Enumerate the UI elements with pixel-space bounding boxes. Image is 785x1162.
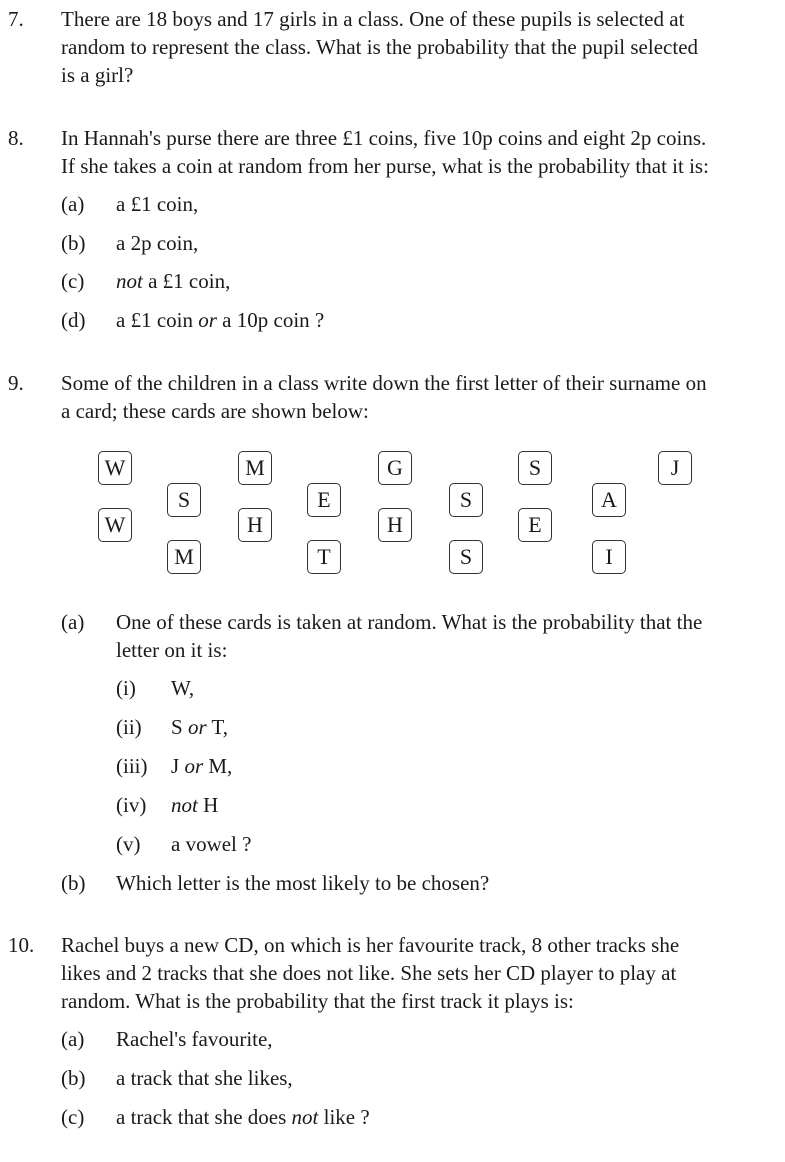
subpart-text: S or T, (171, 715, 229, 739)
subpart-label: (i) (116, 676, 136, 700)
text-line: One of these cards is taken at random. What is the probability that the (116, 610, 703, 634)
letter-card: S (449, 483, 483, 517)
text-line: letter on it is: (116, 638, 228, 662)
subpart-label: (v) (116, 832, 141, 856)
question-number: 7. (8, 7, 24, 31)
text-line: Rachel buys a new CD, on which is her favourite track, 8 other tracks she (61, 933, 680, 957)
part-text: a £1 coin or a 10p coin ? (116, 308, 325, 332)
letter-card: A (592, 483, 626, 517)
part-text: Rachel's favourite, (116, 1027, 273, 1051)
text-line: In Hannah's purse there are three £1 coins, five 10p coins and eight 2p coins. (61, 126, 707, 150)
letter-card: W (98, 508, 132, 542)
part-text: a track that she does not like ? (116, 1105, 370, 1129)
subpart-label: (iv) (116, 793, 147, 817)
question-text (61, 931, 781, 1015)
part-text: a 2p coin, (116, 231, 199, 255)
letter-card: W (98, 451, 132, 485)
text-line: a card; these cards are shown below: (61, 399, 369, 423)
subpart-text: W, (171, 676, 195, 700)
letter-card: S (449, 540, 483, 574)
question-text (61, 124, 781, 180)
letter-card: I (592, 540, 626, 574)
part-label: (a) (61, 192, 85, 216)
letter-card: E (518, 508, 552, 542)
text-line: random to represent the class. What is the probability that the pupil selected (61, 35, 699, 59)
question-text (61, 5, 781, 89)
letter-card: S (167, 483, 201, 517)
text-line: If she takes a coin at random from her purse, what is the probability that it is: (61, 154, 709, 178)
letter-card: T (307, 540, 341, 574)
part-text: Which letter is the most likely to be chosen? (116, 871, 490, 895)
part-text: a track that she likes, (116, 1066, 293, 1090)
question-text (61, 369, 781, 425)
subpart-label: (ii) (116, 715, 142, 739)
part-text: a £1 coin, (116, 192, 199, 216)
part-label: (c) (61, 1105, 85, 1129)
text-line: likes and 2 tracks that she does not like. She sets her CD player to play at (61, 961, 677, 985)
part-label: (b) (61, 871, 86, 895)
subpart-text: not H (171, 793, 219, 817)
part-label: (c) (61, 269, 85, 293)
question-number: 9. (8, 371, 24, 395)
subpart-text: a vowel ? (171, 832, 252, 856)
letter-card: S (518, 451, 552, 485)
letter-card: G (378, 451, 412, 485)
part-label: (d) (61, 308, 86, 332)
text-line: There are 18 boys and 17 girls in a class. One of these pupils is selected at (61, 7, 685, 31)
subpart-text: J or M, (171, 754, 233, 778)
question-number: 10. (8, 933, 35, 957)
part-label: (b) (61, 1066, 86, 1090)
letter-card: H (378, 508, 412, 542)
part-label: (b) (61, 231, 86, 255)
letter-card: M (167, 540, 201, 574)
question-number: 8. (8, 126, 24, 150)
part-label: (a) (61, 1027, 85, 1051)
text-line: random. What is the probability that the first track it plays is: (61, 989, 574, 1013)
letter-card: M (238, 451, 272, 485)
part-label: (a) (61, 610, 85, 634)
text-line: Some of the children in a class write down the first letter of their surname on (61, 371, 707, 395)
letter-card: J (658, 451, 692, 485)
text-line: is a girl? (61, 63, 134, 87)
part-text: not a £1 coin, (116, 269, 231, 293)
letter-card: H (238, 508, 272, 542)
part-text (116, 608, 781, 664)
subpart-label: (iii) (116, 754, 148, 778)
letter-card: E (307, 483, 341, 517)
